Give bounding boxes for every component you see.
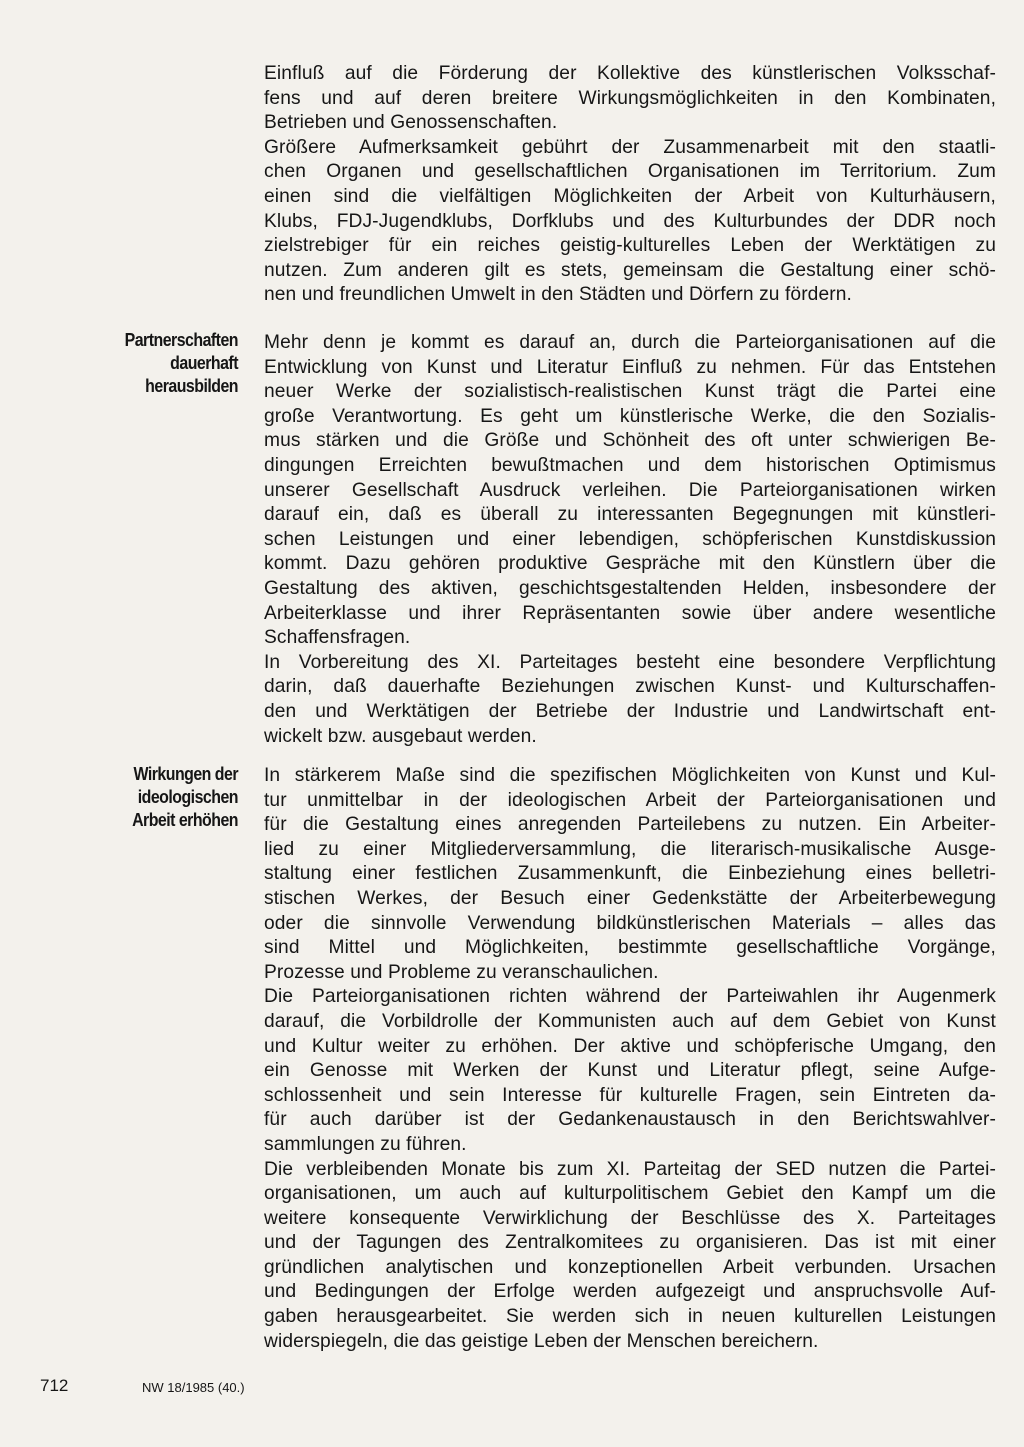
text-line: Betrieben und Genossenschaften. bbox=[264, 112, 558, 134]
text-line: In Vorbereitung des XI. Parteitages besteht eine besondere Verpflichtung bbox=[264, 651, 996, 673]
heading-line: Arbeit erhöhen bbox=[132, 809, 238, 830]
intro-block bbox=[264, 62, 996, 308]
text-line: fens und auf deren breitere Wirkungsmöglichkeiten in den Kombinaten, bbox=[264, 87, 996, 109]
text-line: und Bedingungen der Erfolge werden aufgezeigt und anspruchsvolle Auf- bbox=[264, 1281, 996, 1303]
text-line: kommt. Dazu gehören produktive Gespräche mit den Künstlern über die bbox=[264, 553, 996, 575]
text-line: für die Gestaltung eines anregenden Parteilebens zu nutzen. Ein Arbeiter- bbox=[264, 814, 996, 836]
paragraph bbox=[264, 985, 996, 1157]
page-number: 712 bbox=[40, 1376, 69, 1395]
section-body bbox=[264, 331, 996, 749]
text-line: große Verantwortung. Es geht um künstlerische Werke, die den Sozialis- bbox=[264, 405, 996, 427]
text-line: dingungen Erreichten bewußtmachen und dem historischen Optimismus bbox=[264, 454, 996, 476]
text-line: Prozesse und Probleme zu veranschaulichen. bbox=[264, 961, 659, 983]
text-line: sind Mittel und Möglichkeiten, bestimmte gesellschaftliche Vorgänge, bbox=[264, 937, 996, 959]
text-line: Gestaltung des aktiven, geschichtsgestaltenden Helden, insbesondere der bbox=[264, 577, 996, 599]
paragraph bbox=[264, 62, 996, 136]
paragraph bbox=[264, 651, 996, 749]
text-line: neuer Werke der sozialistisch-realistischen Kunst trägt die Partei eine bbox=[264, 381, 996, 403]
text-line: Die Parteiorganisationen richten während der Parteiwahlen ihr Augenmerk bbox=[264, 986, 996, 1008]
text-line: Einfluß auf die Förderung der Kollektive des künstlerischen Volksschaf- bbox=[264, 63, 996, 84]
text-line: darauf, die Vorbildrolle der Kommunisten auch auf dem Gebiet von Kunst bbox=[264, 1010, 996, 1032]
text-line: lied zu einer Mitgliederversammlung, die literarisch-musikalische Ausge- bbox=[264, 838, 996, 860]
section-heading bbox=[68, 328, 238, 397]
text-line: sammlungen zu führen. bbox=[264, 1133, 467, 1155]
text-line: darin, daß dauerhafte Beziehungen zwischen Kunst- und Kulturschaffen- bbox=[264, 676, 996, 698]
text-line: schlossenheit und sein Interesse für kulturelle Fragen, sein Eintreten da- bbox=[264, 1084, 996, 1106]
text-line: oder die sinnvolle Verwendung bildkünstlerischen Materials – alles das bbox=[264, 912, 996, 934]
text-line: tur unmittelbar in der ideologischen Arbeit der Parteiorganisationen und bbox=[264, 789, 996, 811]
text-line: nen und freundlichen Umwelt in den Städten und Dörfern zu fördern. bbox=[264, 284, 852, 306]
text-line: darauf ein, daß es überall zu interessanten Begegnungen mit künstleri- bbox=[264, 504, 996, 526]
text-line: organisationen, um auch auf kulturpolitischem Gebiet den Kampf um die bbox=[264, 1183, 996, 1205]
text-line: stischen Werkes, der Besuch einer Gedenkstätte der Arbeiterbewegung bbox=[264, 887, 996, 909]
text-line: nutzen. Zum anderen gilt es stets, gemeinsam die Gestaltung einer schö- bbox=[264, 259, 996, 281]
text-line: wickelt bzw. ausgebaut werden. bbox=[264, 725, 537, 747]
paragraph bbox=[264, 764, 996, 985]
text-line: für auch darüber ist der Gedankenaustausch in den Berichtswahlver- bbox=[264, 1109, 996, 1131]
text-line: und der Tagungen des Zentralkomitees zu organisieren. Das ist mit einer bbox=[264, 1232, 996, 1254]
text-line: weitere konsequente Verwirklichung der Beschlüsse des X. Parteitages bbox=[264, 1207, 996, 1229]
text-line: unserer Gesellschaft Ausdruck verleihen. Die Parteiorganisationen wirken bbox=[264, 479, 996, 501]
paragraph bbox=[264, 136, 996, 308]
section-body bbox=[264, 764, 996, 1354]
text-line: Klubs, FDJ-Jugendklubs, Dorfklubs und des Kulturbundes der DDR noch bbox=[264, 210, 996, 232]
text-line: Die verbleibenden Monate bis zum XI. Parteitag der SED nutzen die Partei- bbox=[264, 1158, 996, 1180]
text-line: schen Leistungen und einer lebendigen, schöpferischen Kunstdiskussion bbox=[264, 528, 996, 550]
paragraph bbox=[264, 1158, 996, 1355]
heading-line: ideologischen bbox=[137, 786, 238, 807]
text-line: einen sind die vielfältigen Möglichkeiten der Arbeit von Kulturhäusern, bbox=[264, 185, 996, 207]
heading-line: herausbilden bbox=[145, 375, 238, 396]
heading-line: Wirkungen der bbox=[133, 763, 238, 784]
text-line: zielstrebiger für ein reiches geistig-kulturelles Leben der Werktätigen zu bbox=[264, 235, 996, 257]
text-line: gründlichen analytischen und konzeptionellen Arbeit verbunden. Ursachen bbox=[264, 1256, 996, 1278]
text-line: chen Organen und gesellschaftlichen Organisationen im Territorium. Zum bbox=[264, 161, 996, 183]
text-line: Entwicklung von Kunst und Literatur Einfluß zu nehmen. Für das Entstehen bbox=[264, 356, 996, 378]
text-line: mus stärken und die Größe und Schönheit des oft unter schwierigen Be- bbox=[264, 430, 996, 452]
section-heading bbox=[68, 762, 238, 831]
heading-line: dauerhaft bbox=[170, 352, 238, 373]
text-line: Mehr denn je kommt es darauf an, durch die Parteiorganisationen auf die bbox=[264, 332, 996, 353]
text-line: ein Genosse mit Werken der Kunst und Literatur pflegt, seine Aufge- bbox=[264, 1060, 996, 1082]
heading-line: Partnerschaften bbox=[124, 329, 238, 350]
text-line: widerspiegeln, die das geistige Leben der Menschen bereichern. bbox=[264, 1330, 819, 1352]
text-line: Größere Aufmerksamkeit gebührt der Zusammenarbeit mit den staatli- bbox=[264, 136, 996, 158]
text-line: gaben herausgearbeitet. Sie werden sich in neuen kulturellen Leistungen bbox=[264, 1306, 996, 1328]
issue-reference: NW 18/1985 (40.) bbox=[142, 1380, 245, 1395]
text-line: staltung einer festlichen Zusammenkunft, die Einbeziehung eines belletri- bbox=[264, 863, 996, 885]
text-line: und Kultur weiter zu erhöhen. Der aktive und schöpferische Umgang, den bbox=[264, 1035, 996, 1057]
text-line: den und Werktätigen der Betriebe der Industrie und Landwirtschaft ent- bbox=[264, 700, 996, 722]
text-line: In stärkerem Maße sind die spezifischen Möglichkeiten von Kunst und Kul- bbox=[264, 765, 996, 786]
text-line: Arbeiterklasse und ihrer Repräsentanten sowie über andere wesentliche bbox=[264, 602, 996, 624]
text-line: Schaffensfragen. bbox=[264, 627, 411, 649]
paragraph bbox=[264, 331, 996, 651]
